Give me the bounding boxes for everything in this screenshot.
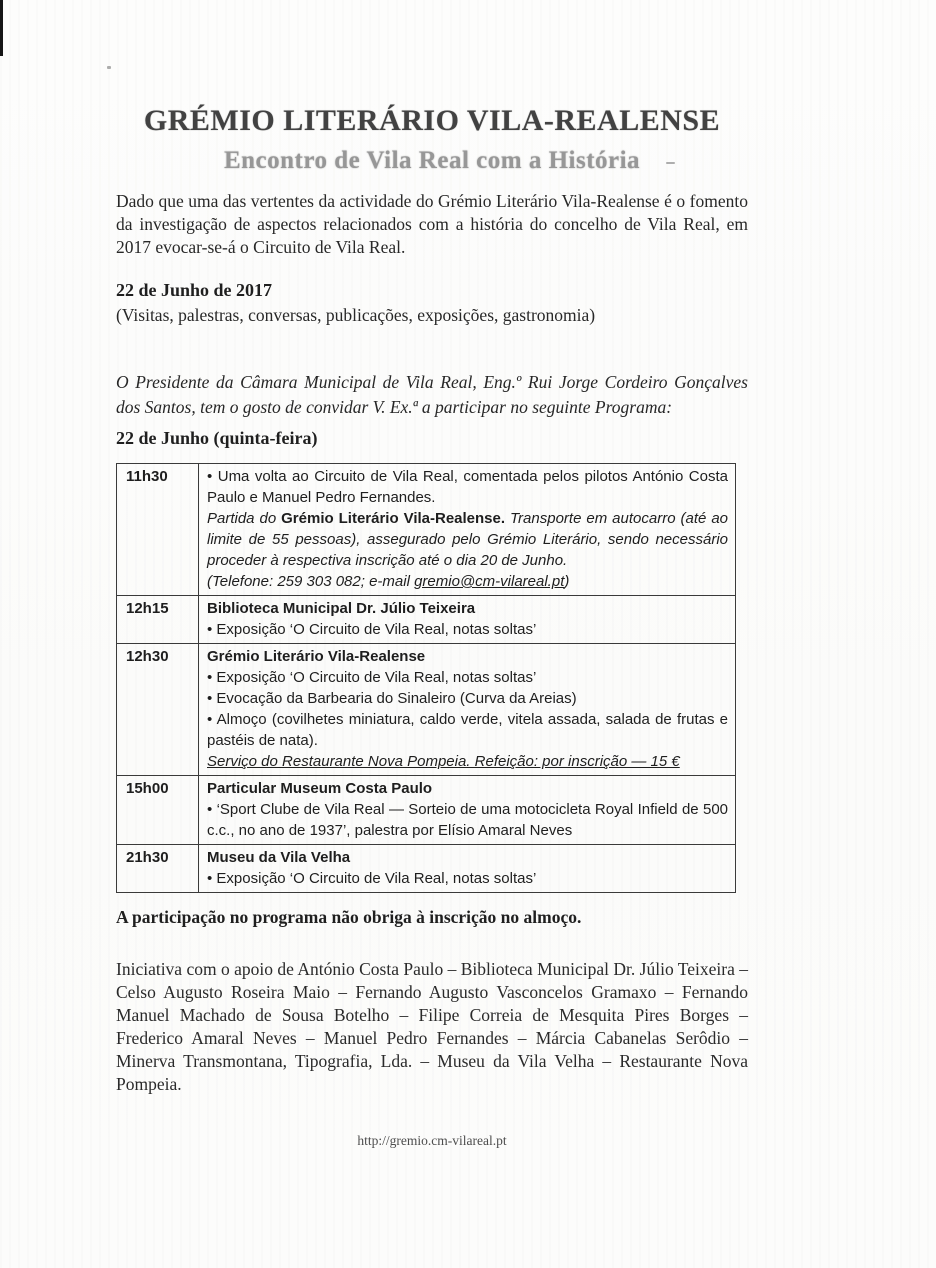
- schedule-detail-line: Serviço do Restaurante Nova Pompeia. Refeição: por inscrição — 15 €: [207, 753, 680, 770]
- date-heading: 22 de Junho de 2017: [116, 280, 273, 300]
- invitation-paragraph: O Presidente da Câmara Municipal de Vila Real, Eng.º Rui Jorge Cordeiro Gonçalves dos Santos, tem o gosto de convidar V. Ex.ª a participar no seguinte Programa:: [116, 372, 748, 417]
- schedule-row: [117, 644, 736, 776]
- intro-paragraph: Dado que uma das vertentes da actividade do Grémio Literário Vila-Realense é o fomento da investigação de aspectos relacionados com a história do concelho de Vila Real, em 2017 evocar-se-á o Circuito de Vila Real.: [116, 191, 748, 257]
- schedule-details: [199, 776, 736, 845]
- schedule-row: [117, 596, 736, 644]
- schedule-detail-line: • Uma volta ao Circuito de Vila Real, comentada pelos pilotos António Costa Paulo e Manuel Pedro Fernandes.: [207, 468, 728, 506]
- schedule-details: [199, 464, 736, 596]
- schedule-row: [117, 776, 736, 845]
- schedule-time: 21h30: [117, 845, 199, 893]
- schedule-time: 12h30: [117, 644, 199, 776]
- schedule-detail-line: • ‘Sport Clube de Vila Real — Sorteio de uma motocicleta Royal Infield de 500 c.c., no ano de 1937’, palestra por Elísio Amaral Neves: [207, 801, 728, 839]
- program-table: [116, 463, 736, 893]
- schedule-details: [199, 845, 736, 893]
- credits-paragraph: Iniciativa com o apoio de António Costa Paulo – Biblioteca Municipal Dr. Júlio Teixeira – Celso Augusto Roseira Maio – Fernando Augusto Vasconcelos Gramaxo – Fernando Manuel Machado de Sousa Botelho – Filipe Correia de Mesquita Pires Borges – Frederico Amaral Neves – Manuel Pedro Fernandes – Márcia Cabanelas Serôdio – Minerva Transmontana, Tipografia, Lda. – Museu da Vila Velha – Restaurante Nova Pompeia.: [116, 959, 748, 1094]
- schedule-detail-line: • Exposição ‘O Circuito de Vila Real, notas soltas’: [207, 621, 537, 638]
- schedule-time: 12h15: [117, 596, 199, 644]
- schedule-details: [199, 596, 736, 644]
- schedule-detail-line: • Almoço (covilhetes miniatura, caldo verde, vitela assada, salada de frutas e pastéis de nata).: [207, 711, 728, 749]
- schedule-row: [117, 845, 736, 893]
- scan-edge-artifact: [0, 0, 3, 56]
- date-subheading: (Visitas, palestras, conversas, publicações, exposições, gastronomia): [116, 305, 596, 325]
- schedule-detail-line: Partida do Grémio Literário Vila-Realense. Transporte em autocarro (até ao limite de 55 pessoas), assegurado pelo Grémio Literário, sendo necessário proceder à respectiva inscrição até o dia 20 de Junho.: [207, 510, 729, 569]
- schedule-detail-line: • Exposição ‘O Circuito de Vila Real, notas soltas’: [207, 870, 537, 887]
- document-title: GRÉMIO LITERÁRIO VILA-REALENSE: [143, 104, 721, 137]
- program-table-body: [117, 464, 736, 893]
- schedule-details: [199, 644, 736, 776]
- document-content: [116, 0, 748, 1149]
- schedule-detail-line: Particular Museum Costa Paulo: [207, 780, 433, 797]
- document-subtitle: Encontro de Vila Real com a História: [223, 147, 641, 174]
- schedule-time: 15h00: [117, 776, 199, 845]
- schedule-time: 11h30: [117, 464, 199, 596]
- scan-speck: [107, 66, 111, 69]
- program-day-heading: 22 de Junho (quinta-feira): [116, 428, 318, 448]
- participation-note: A participação no programa não obriga à inscrição no almoço.: [116, 907, 582, 927]
- schedule-detail-line: Grémio Literário Vila-Realense: [207, 648, 426, 665]
- schedule-row: [117, 464, 736, 596]
- schedule-detail-line: Museu da Vila Velha: [207, 849, 351, 866]
- schedule-detail-line: • Exposição ‘O Circuito de Vila Real, notas soltas’: [207, 669, 537, 686]
- schedule-detail-line: Biblioteca Municipal Dr. Júlio Teixeira: [207, 600, 476, 617]
- footer-url: http://gremio.cm-vilareal.pt: [357, 1133, 507, 1148]
- schedule-detail-line: • Evocação da Barbearia do Sinaleiro (Curva da Areias): [207, 690, 577, 707]
- schedule-detail-line: (Telefone: 259 303 082; e-mail gremio@cm-vilareal.pt): [207, 573, 570, 590]
